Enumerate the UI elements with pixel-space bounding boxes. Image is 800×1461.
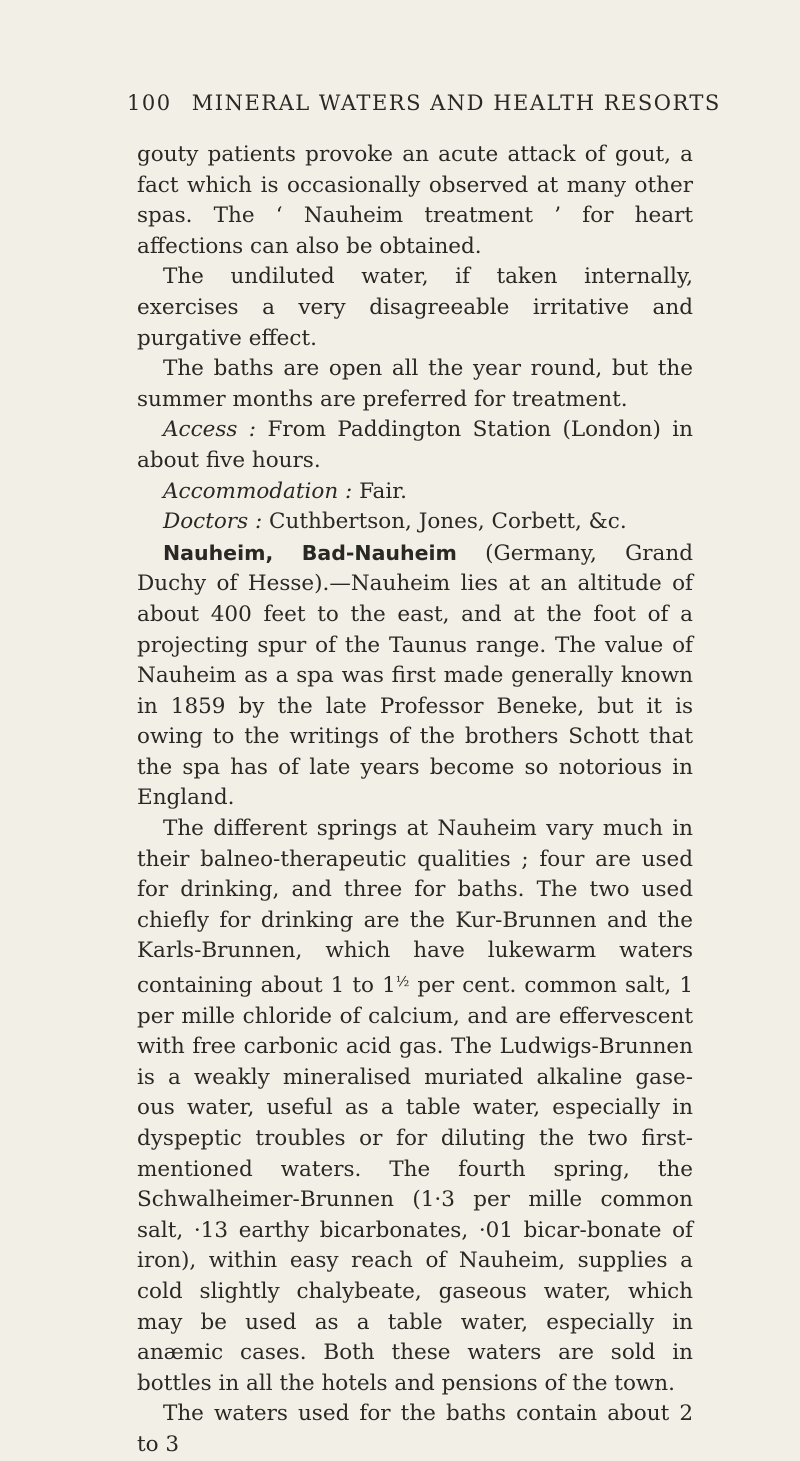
paragraph-access — [137, 415, 693, 476]
access-label: Access : — [163, 417, 257, 443]
paragraph-gout: gouty patients provoke an acute attack of gout, a fact which is occasionally observed at many other spas. The ‘ Nauheim treatment ’ for heart affections can also be obtained. — [137, 142, 693, 259]
accommodation-label: Accommodation : — [163, 478, 353, 504]
paragraph-nauheim-entry — [137, 538, 693, 814]
paragraph-baths-open: The baths are open all the year round, but the summer months are preferred for treatment. — [137, 356, 693, 412]
springs-text-1: The different springs at Nauheim vary much in their balneo-therapeutic qualities ; four are used for drinking, and three for baths. The two used chiefly for drinking are the Kur-Brunnen and the Karls-Brunnen, which have lukewarm waters containing about 1 to 1 — [137, 816, 693, 999]
entry-heading: Nauheim, Bad-Nauheim — [163, 540, 457, 565]
entry-text: (Germany, Grand Duchy of Hesse).—Nauheim lies at an altitude of about 400 feet to the east, and at the foot of a projecting spur of the Taunus range. The value of Nauheim as a spa was first made generally known in 1859 by the late Professor Beneke, but it is owing to the writings of the brothers Schott that the spa has of late years become so notorious in England. — [137, 540, 693, 811]
springs-text-2: per cent. common salt, 1 per mille chloride of calcium, and are effervescent with free carbonic acid gas. The Ludwigs-Brunnen is a weakly mineralised muriated alkaline gase-ous water, useful as a table water, especially in dyspeptic troubles or for diluting the two first-mentioned waters. The fourth spring, the Schwalheimer-Brunnen (1·3 per mille common salt, ·13 earthy bicarbonates, ·01 bicar-bonate of iron), within easy reach of Nauheim, supplies a cold slightly chalybeate, gaseous water, which may be used as a table water, especially in anæmic cases. Both these waters are sold in bottles in all the hotels and pensions of the town. — [137, 973, 694, 1396]
doctors-text: Cuthbertson, Jones, Corbett, &c. — [262, 509, 627, 535]
paragraph-accommodation — [137, 477, 693, 508]
page-number: 100 — [127, 91, 172, 115]
fraction-half: ½ — [395, 974, 410, 991]
running-title: MINERAL WATERS AND HEALTH RESORTS — [191, 91, 721, 115]
accommodation-text: Fair. — [352, 478, 407, 504]
access-text: From Paddington Station (London) in about five hours. — [137, 417, 694, 473]
running-header — [127, 91, 721, 115]
body-text — [137, 140, 693, 1461]
doctors-label: Doctors : — [163, 509, 263, 535]
paragraph-doctors — [137, 507, 693, 538]
paragraph-undiluted-water: The undiluted water, if taken internally, exercises a very disagreeable irritative and purgative effect. — [137, 264, 693, 351]
paragraph-springs — [137, 814, 693, 1399]
paragraph-bath-waters: The waters used for the baths contain about 2 to 3 — [137, 1401, 693, 1457]
